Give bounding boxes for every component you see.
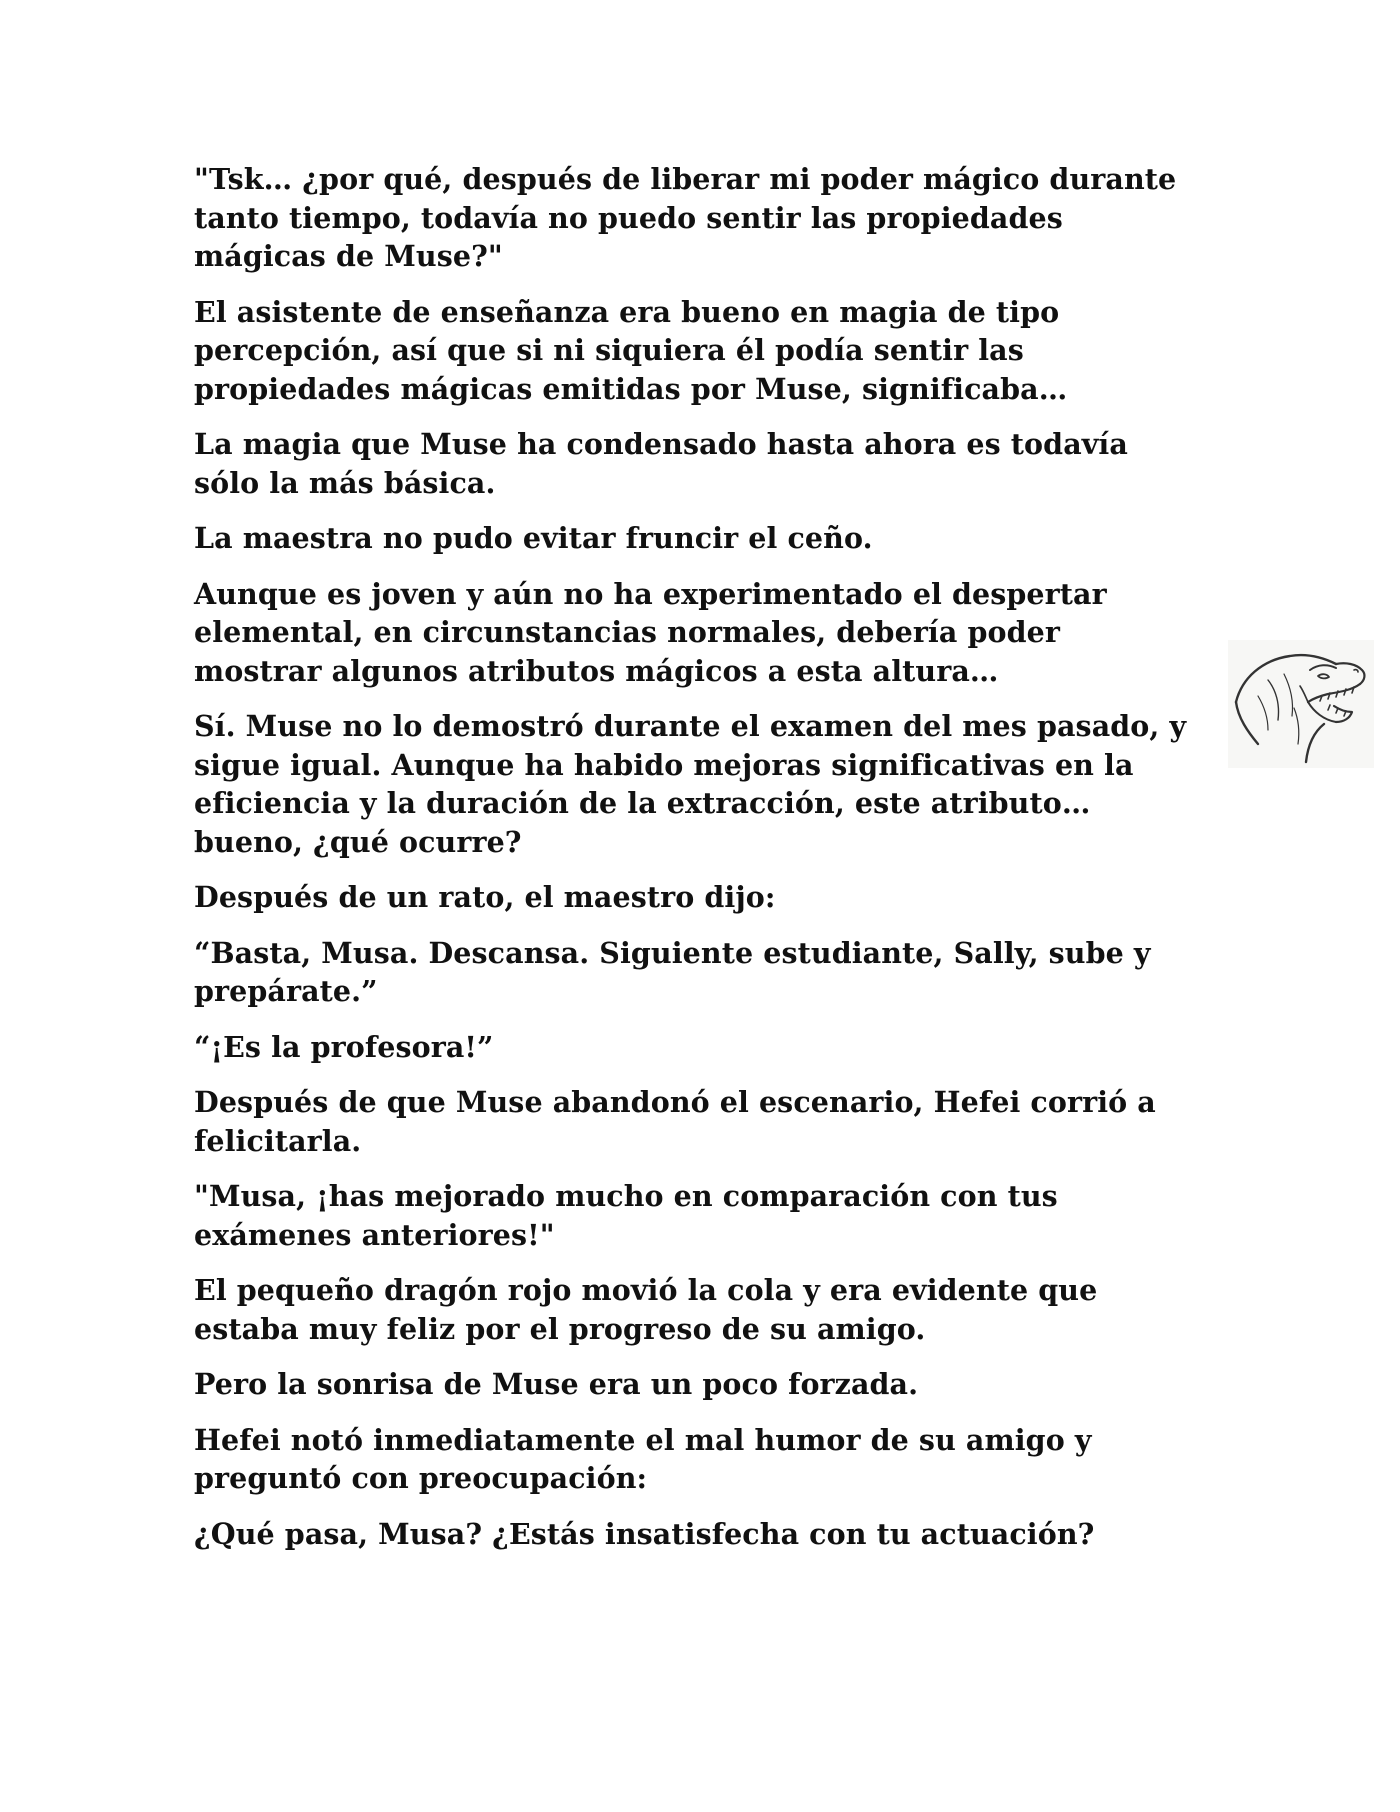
paragraph-12: El pequeño dragón rojo movió la cola y era evidente que estaba muy feliz por el progreso de su amigo.: [194, 1273, 1098, 1346]
paragraph-11: "Musa, ¡has mejorado mucho en comparación con tus exámenes anteriores!": [194, 1179, 1058, 1252]
paragraph-15: ¿Qué pasa, Musa? ¿Estás insatisfecha con tu actuación?: [194, 1516, 1095, 1551]
paragraph-10: Después de que Muse abandonó el escenario, Hefei corrió a felicitarla.: [194, 1085, 1156, 1158]
dinosaur-head-sketch-icon: [1228, 640, 1374, 768]
paragraph-5: Aunque es joven y aún no ha experimentado el despertar elemental, en circunstancias normales, debería poder mostrar algunos atributos mágicos a esta altura…: [194, 576, 1107, 688]
body-text: [194, 160, 1194, 1570]
paragraph-9: “¡Es la profesora!”: [194, 1029, 494, 1064]
paragraph-7: Después de un rato, el maestro dijo:: [194, 880, 776, 914]
paragraph-6: Sí. Muse no lo demostró durante el examen del mes pasado, y sigue igual. Aunque ha habido mejoras significativas en la eficiencia y la duración de la extracción, este atributo… bueno, ¿qué ocurre?: [194, 709, 1187, 859]
paragraph-14: Hefei notó inmediatamente el mal humor de su amigo y preguntó con preocupación:: [194, 1422, 1092, 1495]
paragraph-4: La maestra no pudo evitar fruncir el ceño.: [194, 521, 873, 555]
paragraph-13: Pero la sonrisa de Muse era un poco forzada.: [194, 1367, 919, 1401]
paragraph-8: “Basta, Musa. Descansa. Siguiente estudiante, Sally, sube y prepárate.”: [194, 935, 1151, 1008]
paragraph-2: El asistente de enseñanza era bueno en magia de tipo percepción, así que si ni siquiera él podía sentir las propiedades mágicas emitidas por Muse, significaba…: [194, 294, 1068, 406]
paragraph-3: La magia que Muse ha condensado hasta ahora es todavía sólo la más básica.: [194, 427, 1128, 500]
paragraph-1: "Tsk… ¿por qué, después de liberar mi poder mágico durante tanto tiempo, todavía no puedo sentir las propiedades mágicas de Muse?": [194, 162, 1177, 273]
